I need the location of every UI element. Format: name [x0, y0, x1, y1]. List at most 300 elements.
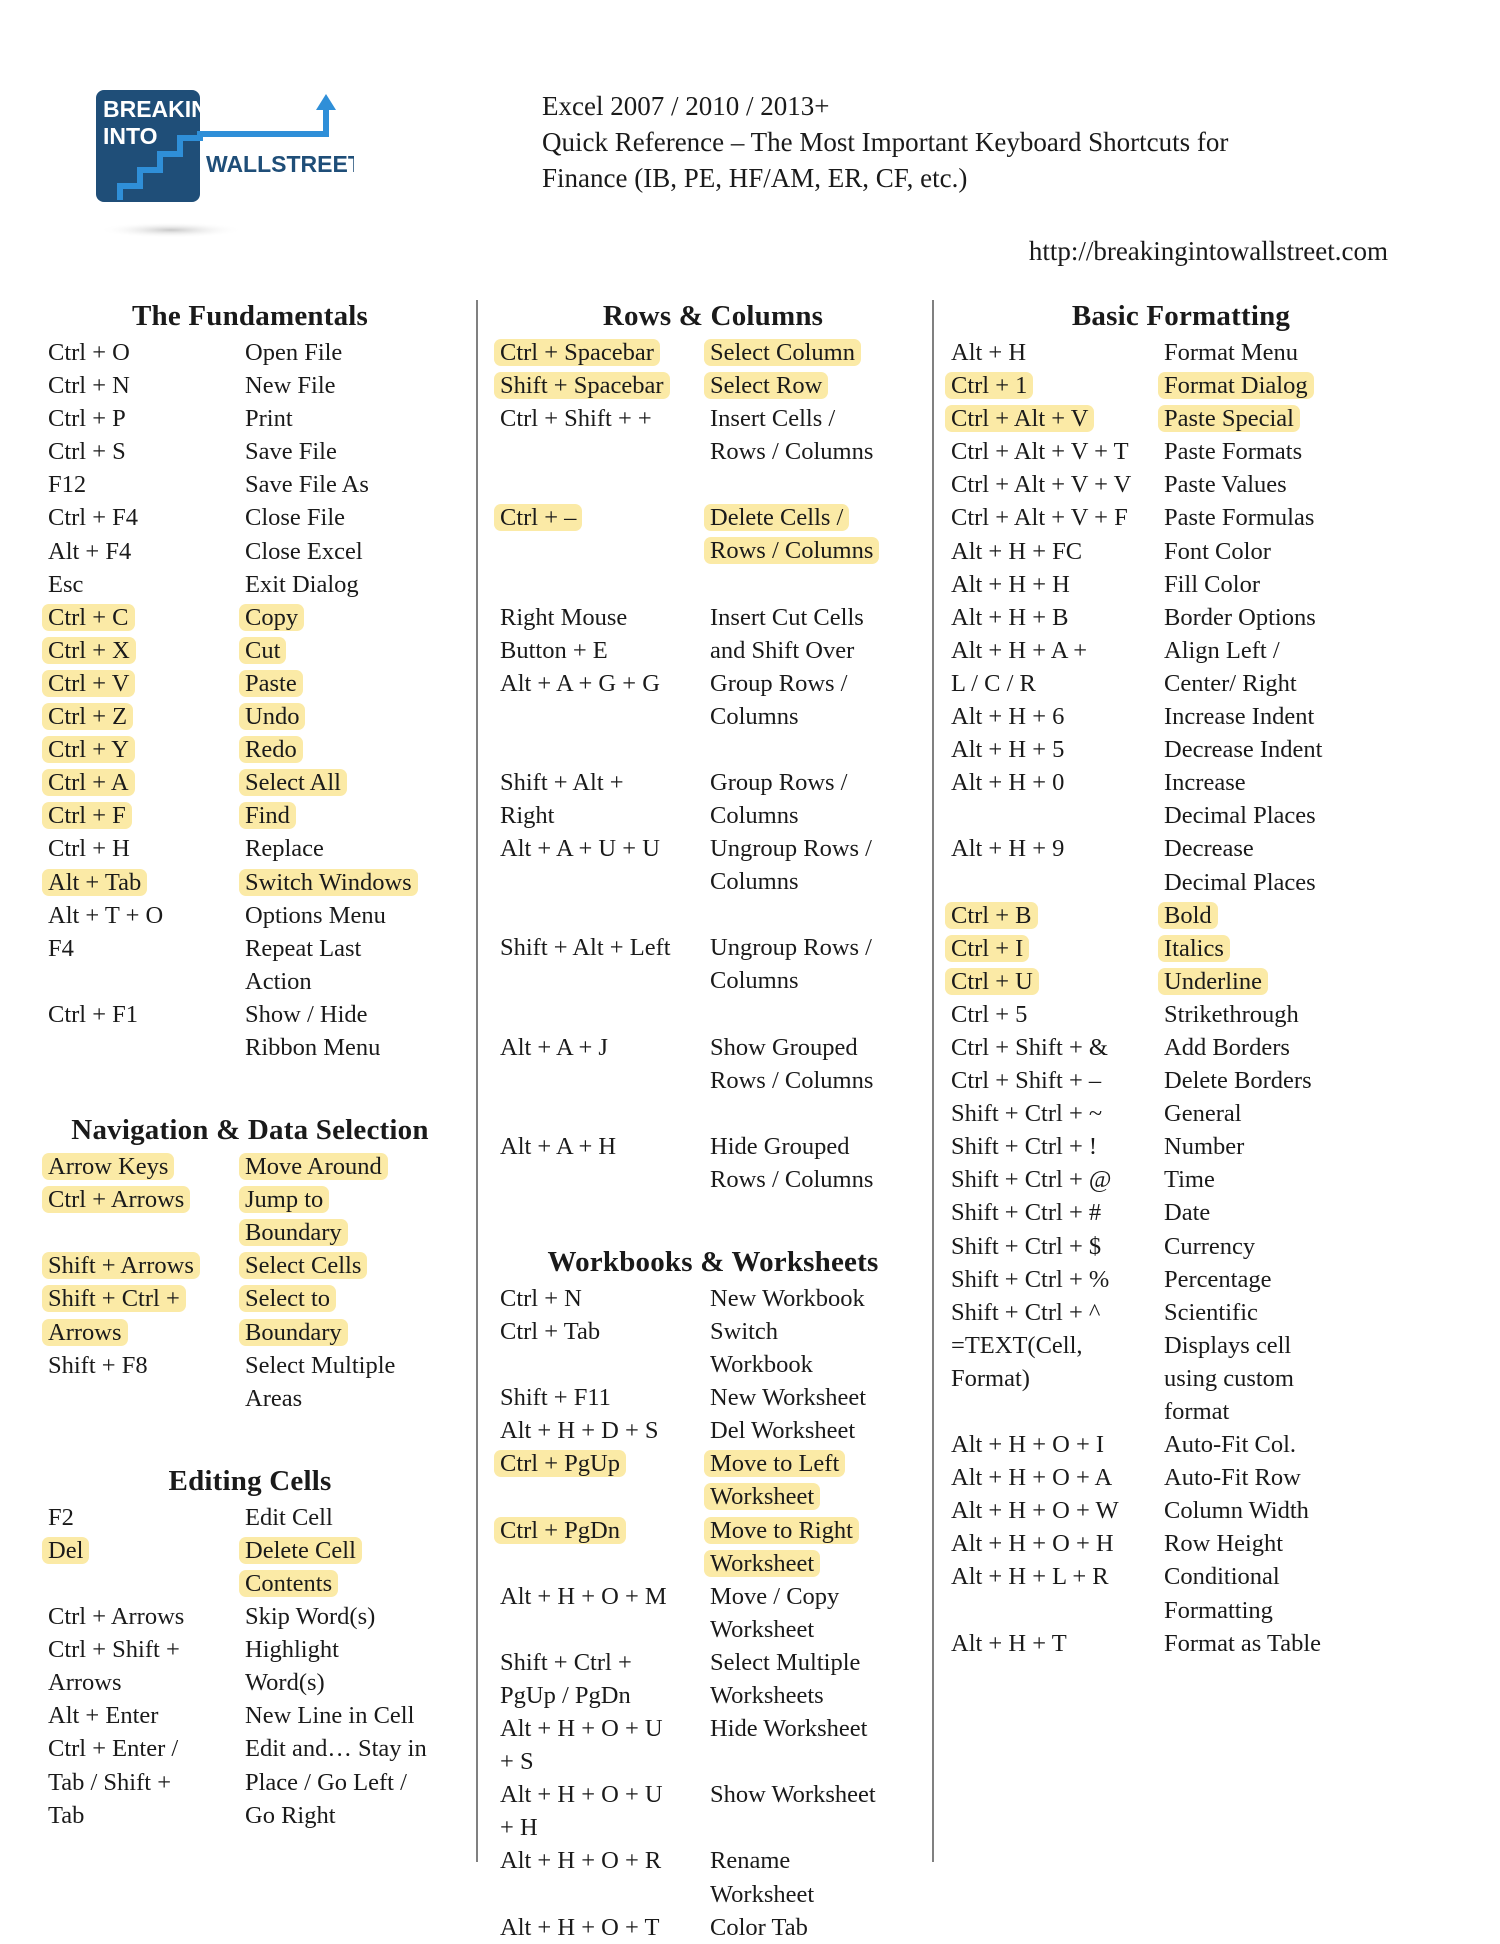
shortcut-keys — [951, 998, 1164, 1031]
shortcut-row — [48, 1349, 452, 1415]
shortcut-row — [951, 1428, 1411, 1461]
shortcut-keys — [48, 1732, 245, 1831]
shortcut-description — [245, 1249, 452, 1282]
shortcut-row — [951, 1527, 1411, 1560]
shortcut-description — [710, 1844, 926, 1910]
logo-line3: WALLSTREET — [206, 151, 354, 177]
shortcut-description — [710, 1646, 926, 1712]
shortcut-keys — [48, 336, 245, 369]
brand-logo — [96, 90, 354, 240]
description-text: Number — [1164, 1133, 1245, 1161]
description-text: New Line in Cell — [245, 1702, 415, 1730]
keys-line — [951, 601, 1164, 634]
description-line — [710, 1778, 926, 1811]
shortcut-description — [245, 634, 452, 667]
description-text: Decrease Indent — [1164, 736, 1323, 764]
description-line — [245, 1031, 452, 1064]
section-spacer — [48, 1064, 452, 1110]
keys-text: Ctrl + C — [42, 604, 135, 631]
description-line — [1164, 1196, 1411, 1229]
description-text: Auto-Fit Row — [1164, 1464, 1301, 1492]
description-text: Font Color — [1164, 537, 1271, 565]
description-text: Select Column — [704, 339, 861, 366]
description-line — [1164, 535, 1411, 568]
description-line — [1164, 799, 1411, 832]
shortcut-row-highlighted — [48, 1183, 452, 1249]
keys-text: Ctrl + F — [42, 802, 132, 829]
shortcut-row-highlighted — [951, 369, 1411, 402]
description-line — [1164, 1130, 1411, 1163]
description-line — [245, 998, 452, 1031]
description-text: General — [1164, 1100, 1242, 1128]
shortcut-description — [710, 1911, 926, 1944]
shortcut-row — [500, 1130, 926, 1196]
shortcut-description — [1164, 1230, 1411, 1263]
shortcut-row — [48, 535, 452, 568]
shortcut-description — [1164, 1196, 1411, 1229]
description-line — [710, 766, 926, 799]
shortcut-description — [1164, 1130, 1411, 1163]
shortcut-keys — [500, 1712, 710, 1778]
shortcut-row — [500, 402, 926, 468]
description-line — [245, 1600, 452, 1633]
description-line — [710, 1878, 926, 1911]
shortcut-keys — [951, 435, 1164, 468]
site-url[interactable]: http://breakingintowallstreet.com — [1028, 236, 1388, 266]
keys-text: Ctrl + H — [48, 835, 130, 863]
shortcut-row — [500, 832, 926, 898]
shortcut-keys — [951, 501, 1164, 534]
description-line — [245, 1501, 452, 1534]
description-line — [245, 1349, 452, 1382]
description-text: Bold — [1158, 902, 1218, 929]
keys-line — [500, 1282, 710, 1315]
shortcut-row-highlighted — [48, 700, 452, 733]
keys-line — [500, 634, 710, 667]
description-line — [710, 1315, 926, 1348]
description-line — [245, 799, 452, 832]
description-text: Close Excel — [245, 537, 363, 565]
shortcut-row-highlighted — [48, 1150, 452, 1183]
description-text: Find — [239, 802, 296, 829]
shortcut-row — [48, 1600, 452, 1633]
keys-text: Right Mouse — [500, 603, 628, 631]
shortcut-keys — [951, 766, 1164, 832]
description-text: Scientific — [1164, 1298, 1258, 1326]
description-text: Formatting — [1164, 1596, 1273, 1624]
description-text: Increase Indent — [1164, 703, 1315, 731]
shortcut-row-highlighted — [48, 667, 452, 700]
shortcut-description — [1164, 1329, 1411, 1428]
shortcut-row — [951, 1627, 1411, 1660]
shortcut-description — [1164, 998, 1411, 1031]
description-line — [1164, 1064, 1411, 1097]
keys-line — [48, 369, 245, 402]
keys-text: Ctrl + N — [500, 1284, 582, 1312]
shortcut-description — [245, 369, 452, 402]
shortcut-description — [1164, 832, 1411, 898]
description-text: Increase — [1164, 769, 1246, 797]
shortcut-description — [245, 866, 452, 899]
shortcut-keys — [48, 1349, 245, 1415]
description-text: Format as Table — [1164, 1629, 1322, 1657]
keys-line — [951, 1461, 1164, 1494]
description-line — [245, 1666, 452, 1699]
shortcut-description — [710, 1031, 926, 1097]
description-text: Center/ Right — [1164, 669, 1297, 697]
keys-line — [951, 336, 1164, 369]
keys-line — [500, 931, 710, 964]
keys-text: Alt + H + T — [951, 1629, 1067, 1657]
keys-text: Ctrl + V — [42, 670, 135, 697]
keys-line — [48, 832, 245, 865]
keys-text: Tab / Shift + — [48, 1768, 172, 1796]
description-line — [1164, 568, 1411, 601]
shortcut-row-highlighted — [500, 501, 926, 567]
shortcut-keys — [951, 899, 1164, 932]
shortcut-keys — [48, 369, 245, 402]
shortcut-keys — [951, 535, 1164, 568]
keys-line — [500, 766, 710, 799]
shortcut-keys — [48, 402, 245, 435]
keys-line — [951, 733, 1164, 766]
shortcut-description — [1164, 965, 1411, 998]
shortcut-keys — [951, 733, 1164, 766]
keys-line — [951, 1130, 1164, 1163]
keys-text: Ctrl + Z — [42, 703, 133, 730]
description-text: Contents — [239, 1570, 338, 1597]
section-title: The Fundamentals — [131, 300, 369, 332]
description-text: Move Around — [239, 1153, 388, 1180]
shortcut-row — [951, 766, 1411, 832]
shortcut-description — [245, 1732, 452, 1831]
description-line — [1164, 832, 1411, 865]
keys-text: Ctrl + Arrows — [48, 1603, 185, 1631]
keys-text: Shift + Ctrl + ~ — [951, 1100, 1103, 1128]
description-line — [245, 1249, 452, 1282]
shortcut-row — [951, 634, 1411, 700]
description-line — [710, 1348, 926, 1381]
keys-line — [500, 1580, 710, 1613]
shortcut-keys — [48, 1633, 245, 1699]
keys-text: Alt + H + 5 — [951, 736, 1065, 764]
shortcut-row — [500, 1414, 926, 1447]
description-text: Column Width — [1164, 1497, 1309, 1525]
description-line — [245, 766, 452, 799]
keys-line — [951, 1230, 1164, 1263]
keys-line — [500, 601, 710, 634]
keys-text: F4 — [48, 934, 74, 962]
description-line — [1164, 700, 1411, 733]
description-text: Decrease — [1164, 835, 1254, 863]
keys-text: Ctrl + Alt + V + F — [951, 504, 1128, 532]
description-line — [710, 865, 926, 898]
description-line — [1164, 336, 1411, 369]
keys-text: F12 — [48, 471, 87, 499]
logo-graphic — [96, 90, 354, 240]
shortcut-keys — [951, 1097, 1164, 1130]
shortcut-description — [245, 766, 452, 799]
shortcut-description — [1164, 468, 1411, 501]
keys-text: Alt + H + B — [951, 603, 1069, 631]
keys-line — [500, 501, 710, 534]
keys-text: Ctrl + Shift + — [48, 1636, 180, 1664]
description-text: Select Multiple — [710, 1648, 861, 1676]
description-text: Edit Cell — [245, 1503, 333, 1531]
description-line — [1164, 1627, 1411, 1660]
shortcut-row — [500, 1646, 926, 1712]
shortcut-row — [48, 1699, 452, 1732]
keys-line — [48, 1316, 245, 1349]
keys-text: Ctrl + Arrows — [42, 1186, 190, 1213]
shortcut-row — [951, 1031, 1411, 1064]
keys-text: Ctrl + – — [494, 504, 582, 531]
keys-text: Shift + Alt + Left — [500, 934, 671, 962]
shortcut-row — [500, 1911, 926, 1944]
shortcut-keys — [48, 1600, 245, 1633]
description-line — [245, 601, 452, 634]
description-text: Displays cell — [1164, 1331, 1292, 1359]
description-line — [710, 1844, 926, 1877]
shortcut-keys — [48, 1183, 245, 1249]
keys-text: Ctrl + O — [48, 339, 130, 366]
keys-line — [500, 1712, 710, 1745]
description-text: format — [1164, 1398, 1230, 1425]
shortcut-description — [710, 369, 926, 402]
description-line — [1164, 601, 1411, 634]
shortcut-row — [951, 1560, 1411, 1626]
keys-text: L / C / R — [951, 669, 1036, 697]
description-text: Highlight — [245, 1636, 339, 1664]
description-line — [1164, 501, 1411, 534]
keys-text: Alt + H + 6 — [951, 703, 1065, 731]
shortcut-description — [1164, 1494, 1411, 1527]
description-line — [245, 1633, 452, 1666]
shortcut-row — [951, 1329, 1411, 1428]
keys-line — [951, 832, 1164, 865]
shortcut-keys — [500, 501, 710, 567]
column-divider — [932, 300, 934, 1862]
description-text: Select Cells — [239, 1252, 367, 1279]
shortcut-row — [500, 1712, 926, 1778]
shortcut-keys — [951, 832, 1164, 898]
description-text: Strikethrough — [1164, 1000, 1299, 1028]
keys-text: Arrow Keys — [42, 1153, 174, 1180]
keys-text: Ctrl + Y — [42, 736, 135, 763]
shortcut-row — [500, 601, 926, 667]
description-line — [1164, 1263, 1411, 1296]
shortcut-row — [48, 1501, 452, 1534]
keys-text: Alt + F4 — [48, 537, 132, 565]
description-text: Decimal Places — [1164, 802, 1316, 830]
keys-line — [951, 468, 1164, 501]
description-line — [710, 601, 926, 634]
shortcut-description — [1164, 336, 1411, 369]
shortcut-description — [1164, 369, 1411, 402]
keys-line — [48, 336, 245, 369]
keys-line — [48, 1183, 245, 1216]
keys-line — [951, 1428, 1164, 1461]
description-line — [245, 1567, 452, 1600]
keys-text: Alt + H + O + I — [951, 1431, 1105, 1459]
shortcut-row — [500, 1844, 926, 1910]
shortcut-row — [951, 568, 1411, 601]
description-line — [1164, 1428, 1411, 1461]
shortcut-description — [245, 1534, 452, 1600]
keys-line — [48, 700, 245, 733]
keys-line — [48, 932, 245, 965]
shortcut-description — [1164, 1263, 1411, 1296]
shortcut-keys — [48, 1150, 245, 1183]
shortcut-description — [1164, 932, 1411, 965]
row-spacer — [500, 468, 926, 501]
description-line — [245, 1282, 452, 1315]
shortcut-keys — [500, 1447, 710, 1513]
description-text: Delete Cell — [239, 1537, 362, 1564]
keys-text: Ctrl + PgUp — [494, 1450, 626, 1477]
description-text: Boundary — [239, 1219, 348, 1246]
keys-text: Alt + H + O + A — [951, 1464, 1113, 1492]
description-line — [710, 1613, 926, 1646]
keys-line — [48, 1349, 245, 1382]
description-line — [710, 1580, 926, 1613]
keys-line — [48, 866, 245, 899]
keys-text: Alt + H + O + M — [500, 1582, 667, 1610]
shortcut-description — [245, 667, 452, 700]
keys-text: Shift + Ctrl + ^ — [951, 1298, 1101, 1326]
description-line — [1164, 1494, 1411, 1527]
shortcut-description — [1164, 1627, 1411, 1660]
keys-line — [500, 1646, 710, 1679]
section-title: Editing Cells — [168, 1464, 332, 1497]
keys-text: Ctrl + 1 — [945, 372, 1033, 399]
description-text: Group Rows / — [710, 768, 848, 796]
description-text: Exit Dialog — [245, 570, 359, 598]
shortcut-description — [245, 501, 452, 534]
shortcut-row — [951, 468, 1411, 501]
shortcut-description — [710, 402, 926, 468]
description-line — [1164, 766, 1411, 799]
keys-line — [500, 1130, 710, 1163]
shortcut-row-highlighted — [951, 402, 1411, 435]
keys-text: Ctrl + Alt + V + V — [951, 471, 1132, 499]
shortcut-column-2 — [500, 296, 926, 1944]
shortcut-row — [500, 1315, 926, 1381]
keys-text: PgUp / PgDn — [500, 1682, 631, 1709]
description-text: New Worksheet — [710, 1384, 867, 1412]
description-line — [1164, 1031, 1411, 1064]
shortcut-row — [951, 336, 1411, 369]
shortcut-row-highlighted — [48, 1282, 452, 1348]
keys-line — [48, 1699, 245, 1732]
shortcut-keys — [951, 1494, 1164, 1527]
shortcut-row — [951, 1230, 1411, 1263]
shortcut-row — [500, 1778, 926, 1844]
keys-line — [951, 1296, 1164, 1329]
description-line — [245, 1766, 452, 1799]
description-line — [710, 931, 926, 964]
keys-line — [48, 568, 245, 601]
description-text: Paste Values — [1164, 471, 1287, 499]
keys-line — [48, 468, 245, 501]
description-line — [710, 336, 926, 369]
shortcut-row-highlighted — [500, 369, 926, 402]
keys-line — [500, 1778, 710, 1811]
description-line — [1164, 1329, 1411, 1362]
description-text: Select Multiple — [245, 1351, 396, 1379]
shortcut-description — [245, 700, 452, 733]
description-line — [1164, 468, 1411, 501]
shortcut-keys — [951, 1230, 1164, 1263]
keys-text: Shift + Ctrl + ! — [951, 1133, 1098, 1161]
description-text: New File — [245, 372, 336, 400]
keys-text: Alt + H + D + S — [500, 1417, 659, 1445]
shortcut-description — [710, 1580, 926, 1646]
keys-line — [500, 1679, 710, 1712]
description-line — [710, 1064, 926, 1097]
description-line — [1164, 1163, 1411, 1196]
title-line-1: Excel 2007 / 2010 / 2013+ — [542, 91, 830, 121]
description-line — [245, 568, 452, 601]
shortcut-row-highlighted — [48, 866, 452, 899]
shortcut-keys — [500, 1646, 710, 1712]
shortcut-keys — [500, 667, 710, 733]
shortcut-row — [48, 998, 452, 1064]
shortcut-keys — [48, 899, 245, 932]
shortcut-description — [245, 1501, 452, 1534]
shortcut-description — [245, 932, 452, 998]
shortcut-keys — [951, 1627, 1164, 1660]
description-text: Underline — [1158, 968, 1268, 995]
shortcut-keys — [500, 766, 710, 832]
keys-line — [500, 336, 710, 369]
shortcut-description — [1164, 1527, 1411, 1560]
description-text: Worksheet — [704, 1550, 820, 1577]
keys-line — [500, 1911, 710, 1944]
description-text: Columns — [710, 802, 799, 830]
keys-line — [951, 965, 1164, 998]
shortcut-description — [1164, 1097, 1411, 1130]
shortcut-keys — [951, 1031, 1164, 1064]
description-line — [1164, 667, 1411, 700]
keys-text: F2 — [48, 1503, 74, 1531]
keys-line — [951, 700, 1164, 733]
description-text: Border Options — [1164, 603, 1316, 631]
description-line — [710, 1646, 926, 1679]
shortcut-description — [710, 501, 926, 567]
description-text: Hide Grouped — [710, 1132, 850, 1160]
shortcut-keys — [48, 766, 245, 799]
shortcut-keys — [500, 1844, 710, 1910]
shortcut-description — [710, 667, 926, 733]
keys-line — [951, 1362, 1164, 1395]
shortcut-keys — [951, 1163, 1164, 1196]
shortcut-description — [710, 1282, 926, 1315]
description-text: Boundary — [239, 1319, 348, 1346]
keys-line — [951, 1627, 1164, 1660]
keys-line — [500, 1414, 710, 1447]
keys-line — [48, 535, 245, 568]
shortcut-keys — [951, 1296, 1164, 1329]
keys-text: Alt + H + O + R — [500, 1847, 662, 1875]
keys-line — [500, 1811, 710, 1844]
description-line — [1164, 1594, 1411, 1627]
shortcut-keys — [951, 1196, 1164, 1229]
shortcut-row — [48, 568, 452, 601]
keys-line — [500, 1381, 710, 1414]
shortcut-keys — [500, 1778, 710, 1844]
keys-line — [500, 1745, 710, 1778]
